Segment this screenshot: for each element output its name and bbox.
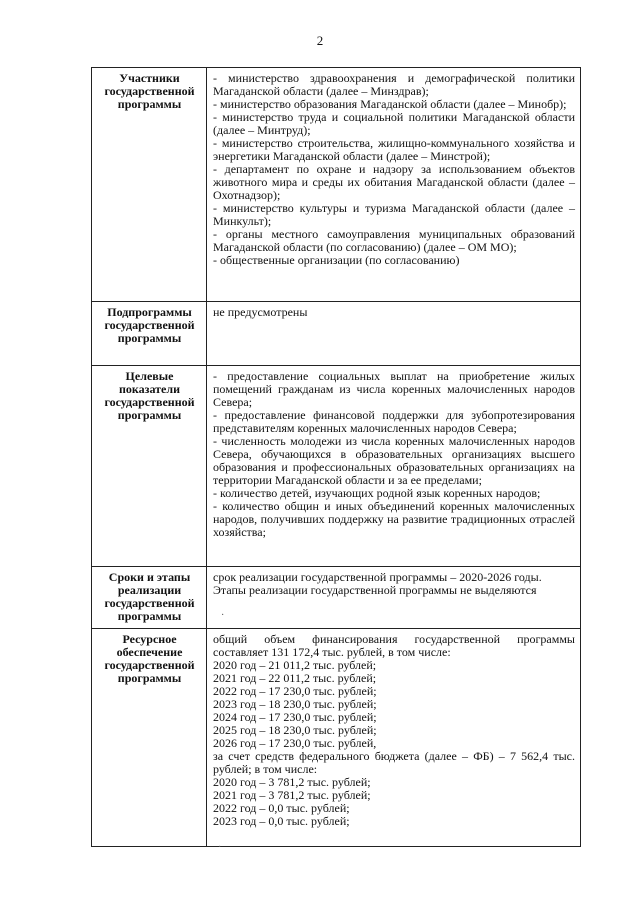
row-label (92, 68, 207, 302)
content-line: - департамент по охране и надзору за использованием объектов животного мира и среды их обитания Магаданской области (далее – Охотнадзор); (213, 162, 575, 202)
label-line: программы (117, 331, 182, 345)
row-content (207, 629, 581, 847)
row-content (207, 68, 581, 302)
row-content (207, 567, 581, 629)
row-content (207, 302, 581, 366)
label-line: государственной (104, 84, 195, 98)
content-line: - предоставление социальных выплат на приобретение жилых помещений гражданам из числа коренных малочисленных народов Севера; (213, 369, 575, 409)
row-label (92, 629, 207, 847)
label-line: программы (117, 609, 182, 623)
label-line: Подпрограммы (107, 305, 192, 319)
content-line: 2024 год – 17 230,0 тыс. рублей; (213, 710, 377, 724)
program-passport-table (91, 67, 581, 847)
content-line: - предоставление финансовой поддержки для зубопротезирования представителям коренных малочисленных народов Севера; (213, 408, 575, 435)
row-label (92, 567, 207, 629)
content-line: Этапы реализации государственной программы не выделяются (213, 583, 537, 597)
label-line: показатели (118, 382, 181, 396)
content-line: - министерство здравоохранения и демографической политики Магаданской области (далее – Минздрав); (213, 71, 575, 98)
table-row (92, 302, 581, 366)
label-line: реализации (117, 583, 182, 597)
scan-speck: · (221, 610, 225, 621)
content-line: - общественные организации (по согласованию) (213, 253, 460, 267)
label-line: программы (117, 671, 182, 685)
label-line: программы (117, 97, 182, 111)
label-line: обеспечение (116, 645, 183, 659)
label-line: Целевые (125, 369, 174, 383)
page-number: 2 (316, 33, 324, 48)
label-line: Участники (119, 71, 180, 85)
content-line: - органы местного самоуправления муниципальных образований Магаданской области (по согласованию) (далее – ОМ МО); (213, 227, 575, 254)
content-line: - численность молодежи из числа коренных малочисленных народов Севера, обучающихся в образовательных организациях высшего образования и профессиональных образовательных организациях на территории Магаданской области и за ее пределами; (213, 434, 575, 487)
table-row (92, 567, 581, 629)
content-line: 2023 год – 0,0 тыс. рублей; (213, 814, 350, 828)
table-row (92, 68, 581, 302)
content-line: 2022 год – 0,0 тыс. рублей; (213, 801, 350, 815)
content-line: - министерство культуры и туризма Магаданской области (далее – Минкульт); (213, 201, 575, 228)
content-line: 2025 год – 18 230,0 тыс. рублей; (213, 723, 377, 737)
content-line: 2022 год – 17 230,0 тыс. рублей; (213, 684, 377, 698)
content-line: - количество детей, изучающих родной язык коренных народов; (213, 486, 541, 500)
label-line: Сроки и этапы (108, 570, 191, 584)
row-content (207, 366, 581, 567)
table-row (92, 366, 581, 567)
row-label (92, 302, 207, 366)
content-line: - количество общин и иных объединений коренных малочисленных народов, получивших поддержку на развитие традиционных отраслей хозяйства; (213, 499, 575, 539)
row-label (92, 366, 207, 567)
scan-speck: · (218, 842, 222, 853)
content-line: не предусмотрены (213, 305, 308, 319)
content-line: 2021 год – 22 011,2 тыс. рублей; (213, 671, 377, 685)
content-line: 2020 год – 21 011,2 тыс. рублей; (213, 658, 377, 672)
content-line: - министерство строительства, жилищно-коммунального хозяйства и энергетики Магаданской области (далее – Минстрой); (213, 136, 575, 163)
content-line: 2021 год – 3 781,2 тыс. рублей; (213, 788, 371, 802)
content-line: 2026 год – 17 230,0 тыс. рублей, (213, 736, 377, 750)
table-row (92, 629, 581, 847)
label-line: Ресурсное (122, 632, 177, 646)
content-line: - министерство образования Магаданской области (далее – Минобр); (213, 97, 567, 111)
label-line: государственной (104, 596, 195, 610)
content-line: - министерство труда и социальной политики Магаданской области (далее – Минтруд); (213, 110, 575, 137)
label-line: государственной (104, 395, 195, 409)
content-line: 2023 год – 18 230,0 тыс. рублей; (213, 697, 377, 711)
content-line: срок реализации государственной программы – 2020-2026 годы. (213, 570, 542, 584)
label-line: государственной (104, 318, 195, 332)
label-line: программы (117, 408, 182, 422)
label-line: государственной (104, 658, 195, 672)
content-line: общий объем финансирования государственной программы составляет 131 172,4 тыс. рублей, в том числе: (213, 632, 575, 659)
content-line: 2020 год – 3 781,2 тыс. рублей; (213, 775, 371, 789)
content-line: за счет средств федерального бюджета (далее – ФБ) – 7 562,4 тыс. рублей; в том числе: (213, 749, 575, 776)
